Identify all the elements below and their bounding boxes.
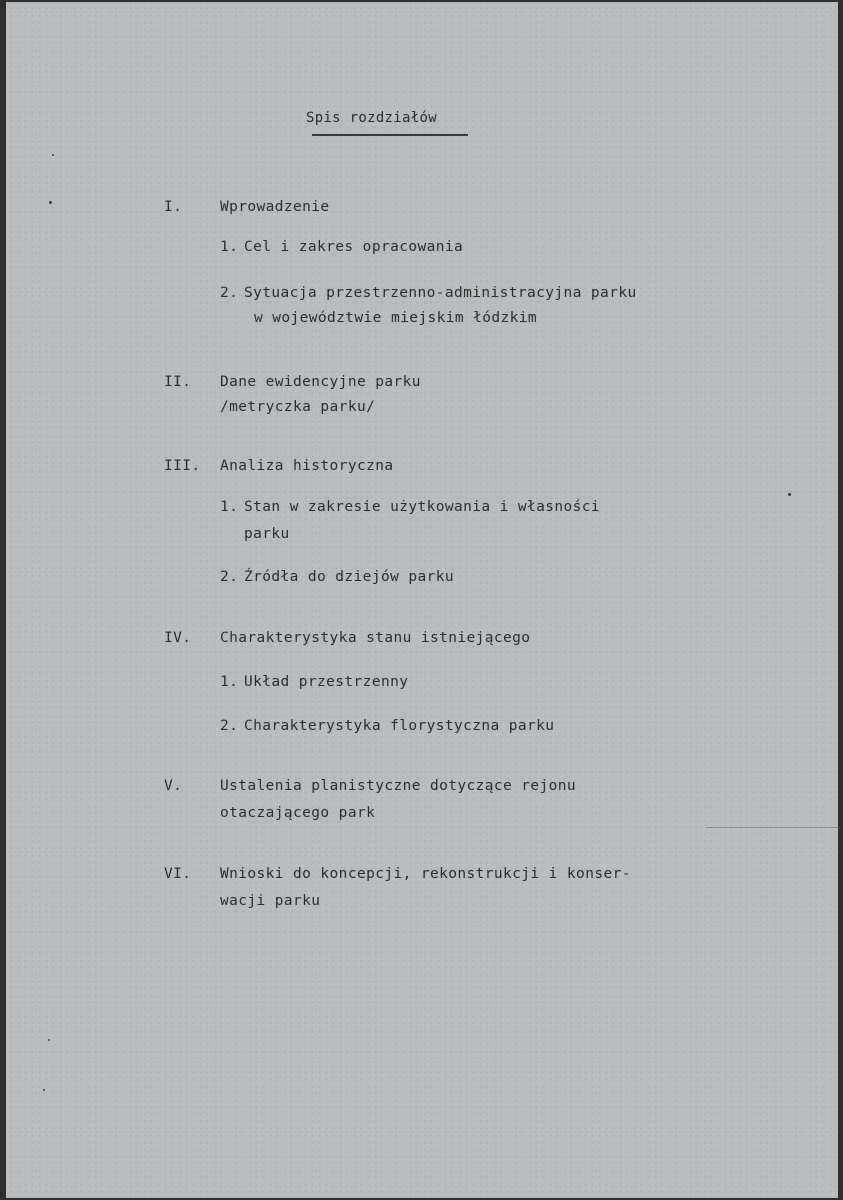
paper-speck [788, 493, 791, 496]
chapter-numeral: IV. [164, 630, 192, 646]
chapter-title-continued: otaczającego park [220, 805, 376, 821]
subsection-title-continued: parku [244, 526, 290, 542]
subsection-title: Źródła do dziejów parku [244, 569, 454, 585]
chapter-title: Charakterystyka stanu istniejącego [220, 630, 531, 646]
subsection-number: 2. [220, 718, 239, 734]
subsection-title: Stan w zakresie użytkowania i własności [244, 499, 601, 515]
subsection-number: 2. [220, 285, 239, 301]
chapter-title: Wprowadzenie [220, 199, 330, 215]
chapter-title: Wnioski do koncepcji, rekonstrukcji i konser- [220, 866, 631, 882]
chapter-numeral: III. [164, 458, 201, 474]
page-title: Spis rozdziałów [306, 110, 437, 126]
chapter-title-continued: wacji parku [220, 893, 321, 909]
chapter-numeral: II. [164, 374, 192, 390]
paper-sheet [6, 2, 838, 1198]
title-underline [312, 134, 468, 136]
subsection-title: Charakterystyka florystyczna parku [244, 718, 555, 734]
chapter-title: Dane ewidencyjne parku [220, 374, 421, 390]
chapter-numeral: I. [164, 199, 183, 215]
chapter-title: Analiza historyczna [220, 458, 394, 474]
subsection-number: 1. [220, 674, 239, 690]
paper-speck [52, 154, 54, 156]
chapter-title: Ustalenia planistyczne dotyczące rejonu [220, 778, 577, 794]
chapter-numeral: V. [164, 778, 183, 794]
chapter-title-continued: /metryczka parku/ [220, 399, 376, 415]
subsection-title: Sytuacja przestrzenno-administracyjna parku [244, 285, 637, 301]
subsection-title: Układ przestrzenny [244, 674, 409, 690]
subsection-title-continued: w województwie miejskim łódzkim [254, 310, 538, 326]
paper-speck [49, 201, 52, 204]
chapter-numeral: VI. [164, 866, 192, 882]
subsection-number: 2. [220, 569, 239, 585]
subsection-number: 1. [220, 239, 239, 255]
subsection-number: 1. [220, 499, 239, 515]
paper-speck [48, 1039, 50, 1041]
paper-scratch [706, 827, 841, 828]
subsection-title: Cel i zakres opracowania [244, 239, 464, 255]
paper-speck [43, 1089, 45, 1091]
